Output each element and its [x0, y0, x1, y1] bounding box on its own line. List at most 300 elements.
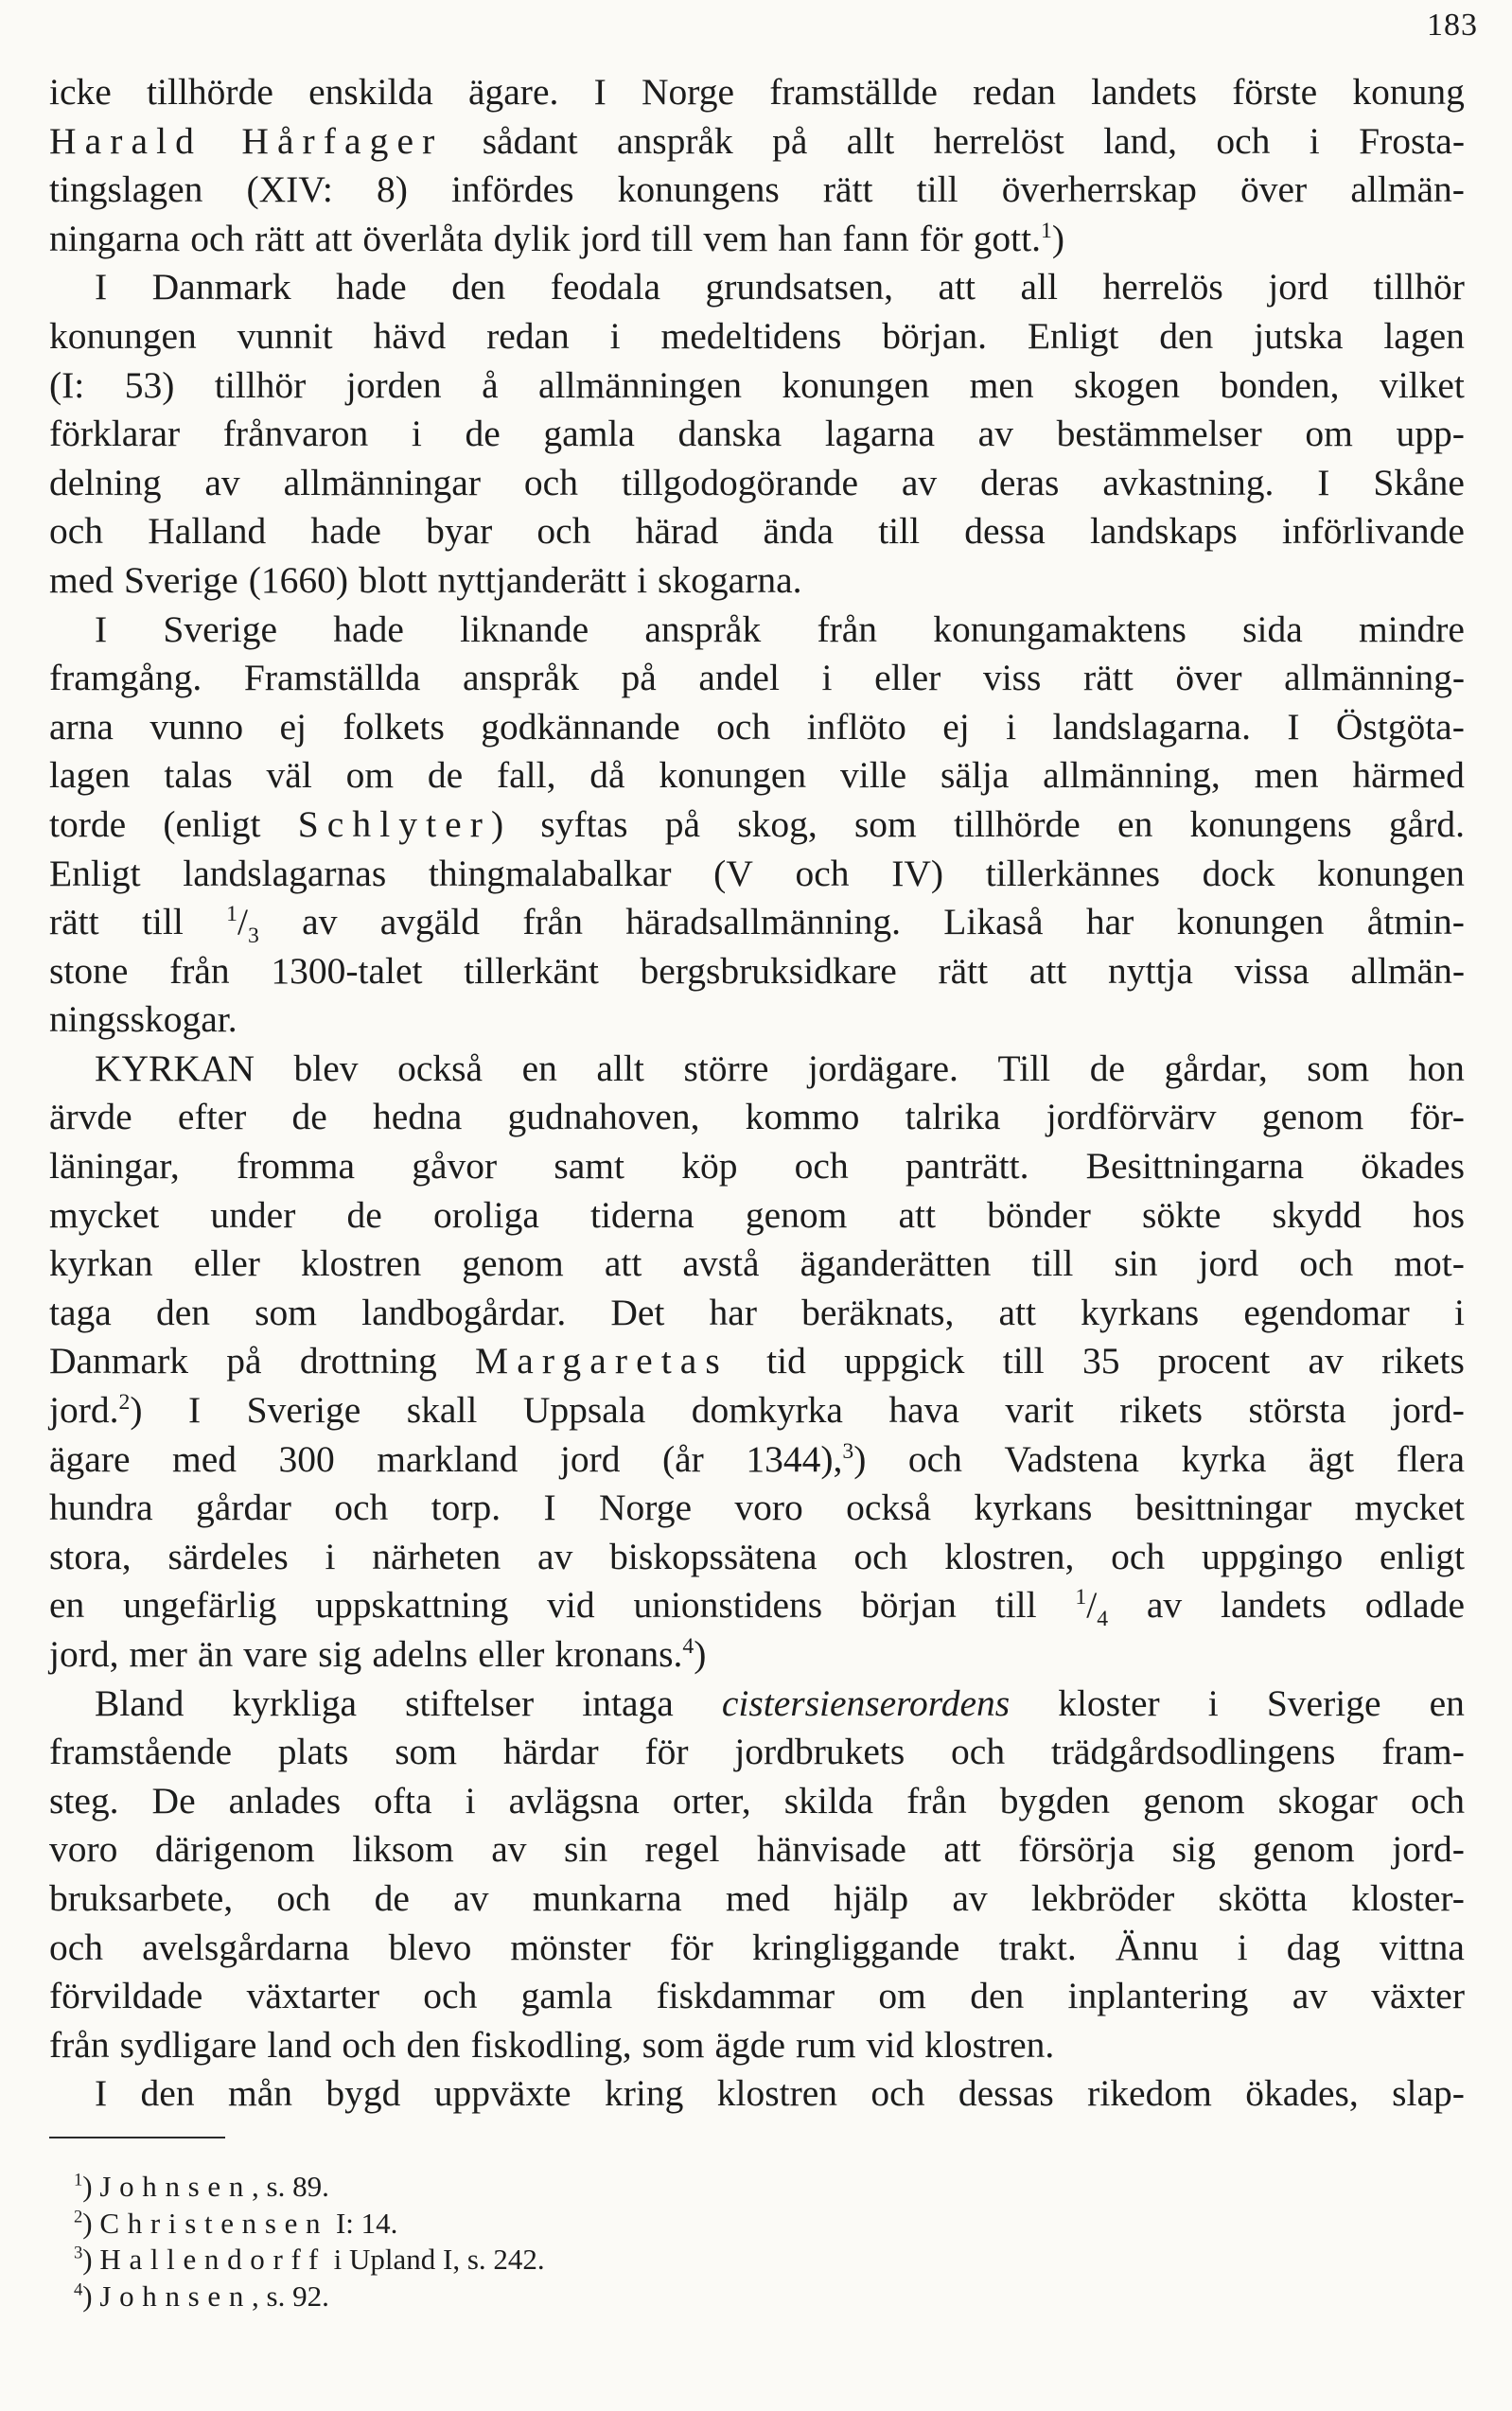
text-run: än: [197, 1633, 234, 1675]
footnote-ref: , s. 92.: [252, 2279, 329, 2313]
text-run: konungen: [659, 754, 807, 797]
word: [1380, 361, 1465, 411]
word: [1108, 947, 1193, 996]
word: [692, 1386, 843, 1435]
word: [1218, 1874, 1307, 1924]
text-run: ända: [763, 510, 835, 553]
text-line: [49, 1093, 1465, 1142]
text-run: godkännande: [481, 705, 680, 748]
text-run: på: [772, 119, 808, 162]
word: [215, 361, 307, 411]
word: [554, 1142, 624, 1191]
text-run: vunnit: [237, 314, 333, 357]
text-run: ningarna: [49, 217, 181, 259]
text-run: jordförvärv: [1046, 1096, 1217, 1138]
word: [594, 68, 607, 117]
text-line: [49, 1874, 1465, 1924]
word: [359, 556, 427, 606]
word: [49, 361, 84, 411]
text-run: Framställda: [243, 657, 421, 699]
word: [1361, 1142, 1465, 1191]
text-run: gåvor: [412, 1145, 498, 1188]
text-run: allmänning-: [1284, 657, 1465, 699]
word: [374, 1777, 431, 1826]
text-run: dessa: [964, 510, 1046, 553]
word: [278, 1435, 334, 1485]
word: [1091, 68, 1197, 117]
word: [1380, 1533, 1465, 1582]
word: [1255, 751, 1319, 801]
text-run: konung: [1352, 71, 1465, 113]
text-run: dock: [1202, 852, 1275, 894]
text-run: Sverige: [163, 607, 278, 650]
text-run: Vadstena: [1004, 1437, 1139, 1480]
word: [49, 117, 202, 167]
word: [278, 1728, 349, 1777]
text-run: grundsatsen,: [705, 266, 894, 308]
text-run: i: [1207, 1681, 1219, 1724]
text-run: och: [423, 1975, 478, 2017]
word: [1081, 1289, 1199, 1338]
word: [1220, 361, 1339, 411]
text-run: av: [302, 901, 338, 943]
text-run: ägde: [714, 2023, 786, 2066]
text-run: tillgodogörande: [621, 461, 858, 503]
text-run: bygd: [325, 2072, 401, 2115]
text-run: kloster-: [1351, 1876, 1465, 1919]
word: [1181, 1435, 1266, 1485]
word: [899, 1191, 936, 1241]
word: [1029, 947, 1066, 996]
word: [294, 1045, 359, 1094]
text-run: skogen: [1074, 363, 1180, 406]
word: [1090, 507, 1238, 556]
text-run: den: [406, 2023, 461, 2066]
text-run: allt: [596, 1047, 644, 1089]
text-run: kommo: [745, 1096, 860, 1138]
text-run: Det: [610, 1291, 665, 1333]
word: [1299, 1240, 1353, 1289]
text-run: nyttjanderätt: [437, 558, 627, 601]
word: [336, 263, 407, 312]
word: [433, 1191, 539, 1241]
text-run: gamla: [543, 413, 635, 455]
page-number: 183: [1427, 8, 1478, 43]
text-run: De: [151, 1779, 196, 1821]
text-run: slap-: [1392, 2072, 1465, 2115]
word: [970, 361, 1034, 411]
word: [389, 1924, 472, 1973]
text-run: ägare: [49, 1437, 131, 1480]
text-run: steg.: [49, 1779, 119, 1821]
word: [1278, 1777, 1378, 1826]
word: [784, 1777, 873, 1826]
text-run: tillerkännes: [985, 852, 1160, 894]
text-run: Till: [997, 1047, 1051, 1089]
text-run: och: [1410, 1779, 1465, 1821]
text-run: efter: [177, 1096, 247, 1138]
text-run: taga: [49, 1291, 112, 1333]
text-run: åtmin-: [1366, 901, 1465, 943]
word: [437, 556, 626, 606]
word: [509, 1777, 640, 1826]
word: [974, 1484, 1092, 1533]
text-run: sin: [1114, 1242, 1158, 1285]
word: [1000, 1777, 1110, 1826]
word: [346, 361, 442, 411]
word: [1367, 898, 1465, 947]
text-run: härad: [635, 510, 719, 553]
text-line: [49, 1630, 1465, 1680]
word: [726, 1874, 790, 1924]
text-run: landbogårdar.: [361, 1291, 567, 1333]
footnote-author: Johnsen: [99, 2279, 253, 2313]
text-run: uppskattning: [315, 1584, 509, 1627]
word: [888, 1386, 959, 1435]
word: [610, 1289, 664, 1338]
word: [462, 1240, 564, 1289]
text-line: [49, 1581, 1465, 1630]
word: [237, 312, 333, 361]
footnote: [74, 2169, 545, 2206]
text-run: 1: [1075, 1585, 1087, 1610]
word: [905, 1142, 1029, 1191]
text-run: att: [1029, 949, 1067, 992]
word: [49, 1728, 232, 1777]
word: [998, 1289, 1035, 1338]
word: [377, 166, 408, 215]
text-run: tid: [766, 1340, 806, 1382]
text-run: härmed: [1352, 754, 1465, 797]
text-run: unionstidens: [633, 1584, 823, 1627]
word: [426, 507, 492, 556]
text-run: vissa: [1234, 949, 1310, 992]
text-run: som: [255, 1291, 317, 1333]
word: [494, 215, 571, 264]
word: [167, 1533, 288, 1582]
text-run: land,: [1103, 119, 1178, 162]
word: [1397, 1435, 1465, 1485]
word: [279, 703, 307, 752]
word: [1165, 1045, 1268, 1094]
word: [1273, 1191, 1362, 1241]
word: [621, 654, 656, 703]
text-run: blott: [359, 558, 428, 601]
text-run: liknande: [460, 607, 589, 650]
text-run: konungens: [1189, 802, 1352, 845]
word: [405, 1680, 534, 1729]
word: [431, 1484, 501, 1533]
word: [1190, 801, 1352, 850]
text-run: de: [465, 413, 501, 455]
text-run: adelns: [372, 1633, 468, 1675]
word: [1086, 1142, 1304, 1191]
text-line: [49, 2021, 1465, 2070]
text-line: [49, 215, 1465, 264]
text-run: torde: [49, 802, 127, 845]
word: [49, 995, 237, 1045]
word: [995, 1581, 1037, 1630]
text-line: [49, 1337, 1465, 1386]
word: [255, 1289, 317, 1338]
word: [49, 947, 128, 996]
word: [543, 410, 635, 459]
word: [746, 1191, 848, 1241]
text-run: trädgårdsodlingens: [1050, 1731, 1336, 1773]
word: [315, 215, 352, 264]
text-run: om: [345, 754, 395, 797]
word: [717, 2069, 837, 2119]
text-run: vid: [866, 2023, 915, 2066]
word: [1087, 2069, 1212, 2119]
word: [589, 751, 624, 801]
text-run: stora,: [49, 1535, 132, 1577]
word: [1381, 1728, 1465, 1777]
word: [156, 1289, 210, 1338]
text-run: ej: [279, 705, 307, 748]
word: [973, 68, 1056, 117]
word: [1068, 1972, 1249, 2021]
text-run: med: [49, 558, 114, 601]
text-run: uppgingo: [1201, 1535, 1344, 1577]
word: [1392, 1386, 1465, 1435]
word: [49, 1289, 112, 1338]
word: [1359, 117, 1465, 167]
word: [148, 507, 266, 556]
text-run: I: [1287, 705, 1300, 748]
footnote-author: Hallendorff: [99, 2243, 326, 2276]
text-run: rikets: [1381, 1340, 1465, 1382]
text-run: domkyrka: [691, 1389, 843, 1432]
text-run: hänvisade: [756, 1828, 906, 1871]
text-run: försörja: [1018, 1828, 1135, 1871]
text-run: från: [169, 949, 230, 992]
text-run: land: [267, 2023, 332, 2066]
text-run: växtarter: [246, 1975, 379, 2017]
text-line: [49, 312, 1465, 361]
text-run: herrelöst: [933, 119, 1064, 162]
text-line: [49, 1142, 1465, 1191]
text-line: [49, 507, 1465, 556]
word: [308, 68, 433, 117]
word: [1199, 1240, 1259, 1289]
word: [243, 1630, 308, 1680]
text-run: all: [1020, 266, 1059, 308]
word: [1309, 1337, 1344, 1386]
word: [434, 2069, 571, 2119]
text-run: bergsbruksidkare: [640, 949, 897, 992]
text-run: intaga: [582, 1681, 674, 1724]
word: [49, 507, 103, 556]
text-run: hade: [333, 607, 404, 650]
word: [1243, 1289, 1409, 1338]
text-run: lagen: [1383, 314, 1465, 357]
text-run: särdeles: [167, 1535, 289, 1577]
text-run: vittna: [1379, 1926, 1465, 1968]
word: [658, 556, 801, 606]
text-run: jord-: [1392, 1389, 1465, 1432]
text-run: voro: [49, 1828, 118, 1871]
text-run: fall,: [496, 754, 556, 797]
word: [1317, 850, 1465, 899]
text-run: härdar: [502, 1731, 599, 1773]
word: [800, 1240, 992, 1289]
text-run: enligt: [1380, 1535, 1465, 1577]
word: [49, 1142, 180, 1191]
word: [1292, 1972, 1327, 2021]
text-line: [49, 1728, 1465, 1777]
word: [190, 215, 244, 264]
text-run: nyttja: [1107, 949, 1193, 992]
text-run: för: [644, 1731, 689, 1773]
word: [846, 1484, 931, 1533]
word: [372, 1630, 467, 1680]
word: [163, 606, 277, 655]
word: [302, 898, 337, 947]
text-run: på: [226, 1340, 262, 1382]
text-run: Ännu: [1115, 1926, 1199, 1968]
word: [847, 117, 894, 167]
text-run: då: [589, 754, 625, 797]
text-run: hade: [310, 510, 381, 553]
word: [554, 1630, 706, 1680]
text-run: eller: [193, 1242, 260, 1285]
word: [610, 312, 621, 361]
word: [769, 68, 938, 117]
text-run: landets: [1221, 1584, 1327, 1627]
text-run: på: [621, 657, 657, 699]
text-run: panträtt.: [905, 1145, 1029, 1188]
word: [698, 654, 780, 703]
text-run: en: [49, 1584, 85, 1627]
text-run: läningar,: [49, 1145, 180, 1188]
word: [713, 850, 753, 899]
text-run: jutska: [1254, 314, 1344, 357]
text-line: [49, 1680, 1465, 1729]
text-run: anspråk: [462, 657, 579, 699]
text-run: därigenom: [154, 1828, 315, 1871]
text-run: 4: [1097, 1607, 1109, 1632]
word: [710, 1289, 757, 1338]
text-run: med: [725, 1876, 790, 1919]
word: [49, 1581, 84, 1630]
word: [194, 1240, 260, 1289]
word: [1018, 1825, 1134, 1874]
text-line: [49, 410, 1465, 459]
text-run: landskaps: [1089, 510, 1238, 553]
word: [941, 751, 1009, 801]
word: [1307, 1045, 1369, 1094]
text-run: av: [901, 461, 938, 503]
word: [705, 263, 893, 312]
text-run: avkastning.: [1102, 461, 1275, 503]
word: [722, 1680, 1010, 1729]
text-run: de: [427, 754, 464, 797]
word: [49, 703, 114, 752]
word: [361, 1289, 566, 1338]
text-line: [49, 801, 1465, 850]
word: [1021, 263, 1058, 312]
word: [958, 2069, 1054, 2119]
word: [244, 654, 421, 703]
text-run: och: [342, 2023, 396, 2066]
text-run: allmän-: [1350, 949, 1465, 992]
text-run: största: [1248, 1389, 1346, 1432]
word: [581, 215, 642, 264]
text-run: för-: [1409, 1096, 1465, 1138]
text-run: lekbröder: [1030, 1876, 1175, 1919]
word: [49, 1874, 233, 1924]
word: [508, 1093, 700, 1142]
text-run: i: [1309, 119, 1320, 162]
word: [1177, 898, 1325, 947]
word: [1383, 312, 1465, 361]
word: [178, 1093, 246, 1142]
text-run: talas: [164, 754, 233, 797]
text-run: de: [374, 1876, 410, 1919]
word: [1352, 751, 1464, 801]
word: [95, 263, 107, 312]
word: [95, 2069, 107, 2119]
text-run: att: [898, 1193, 936, 1236]
text-line: [49, 68, 1465, 117]
word: [49, 166, 202, 215]
text-run: genom: [1253, 1828, 1355, 1871]
text-run: den: [140, 2072, 195, 2115]
footnote-ref: I: 14.: [328, 2206, 398, 2240]
word: [682, 1240, 759, 1289]
text-run: jordägare.: [807, 1047, 958, 1089]
word: [998, 1924, 1076, 1973]
text-run: ofta: [374, 1779, 432, 1821]
word: [249, 556, 348, 606]
word: [49, 850, 141, 899]
text-run: Danmark: [49, 1340, 188, 1382]
text-run: skog,: [737, 802, 818, 845]
word: [291, 1093, 326, 1142]
word: [183, 850, 386, 899]
word: [1381, 1337, 1465, 1386]
word: [1284, 654, 1465, 703]
text-run: landslagarna.: [1052, 705, 1251, 748]
text-run: deras: [980, 461, 1060, 503]
word: [1004, 1435, 1139, 1485]
word: [372, 1533, 501, 1582]
text-run: tillhörde: [147, 71, 273, 113]
text-run: egendomar: [1243, 1291, 1410, 1333]
text-run: den: [451, 266, 506, 308]
word: [934, 117, 1064, 167]
text-run: införlivande: [1281, 510, 1465, 553]
text-run: allmänningen: [538, 363, 743, 406]
text-run: mot-: [1394, 1242, 1465, 1285]
word: [125, 361, 175, 411]
word: [609, 1533, 817, 1582]
word: [49, 459, 161, 508]
text-run: Norge: [599, 1487, 692, 1529]
text-run: fromma: [236, 1145, 355, 1188]
text-run: av: [1146, 1584, 1183, 1627]
text-run: 53): [124, 363, 175, 406]
word: [1389, 801, 1465, 850]
word: [491, 1825, 526, 1874]
text-run: landslagarnas: [183, 852, 387, 894]
text-run: de: [1089, 1047, 1125, 1089]
word: [1430, 1680, 1465, 1729]
word: [681, 1142, 737, 1191]
word: [373, 1093, 462, 1142]
word: [460, 606, 589, 655]
